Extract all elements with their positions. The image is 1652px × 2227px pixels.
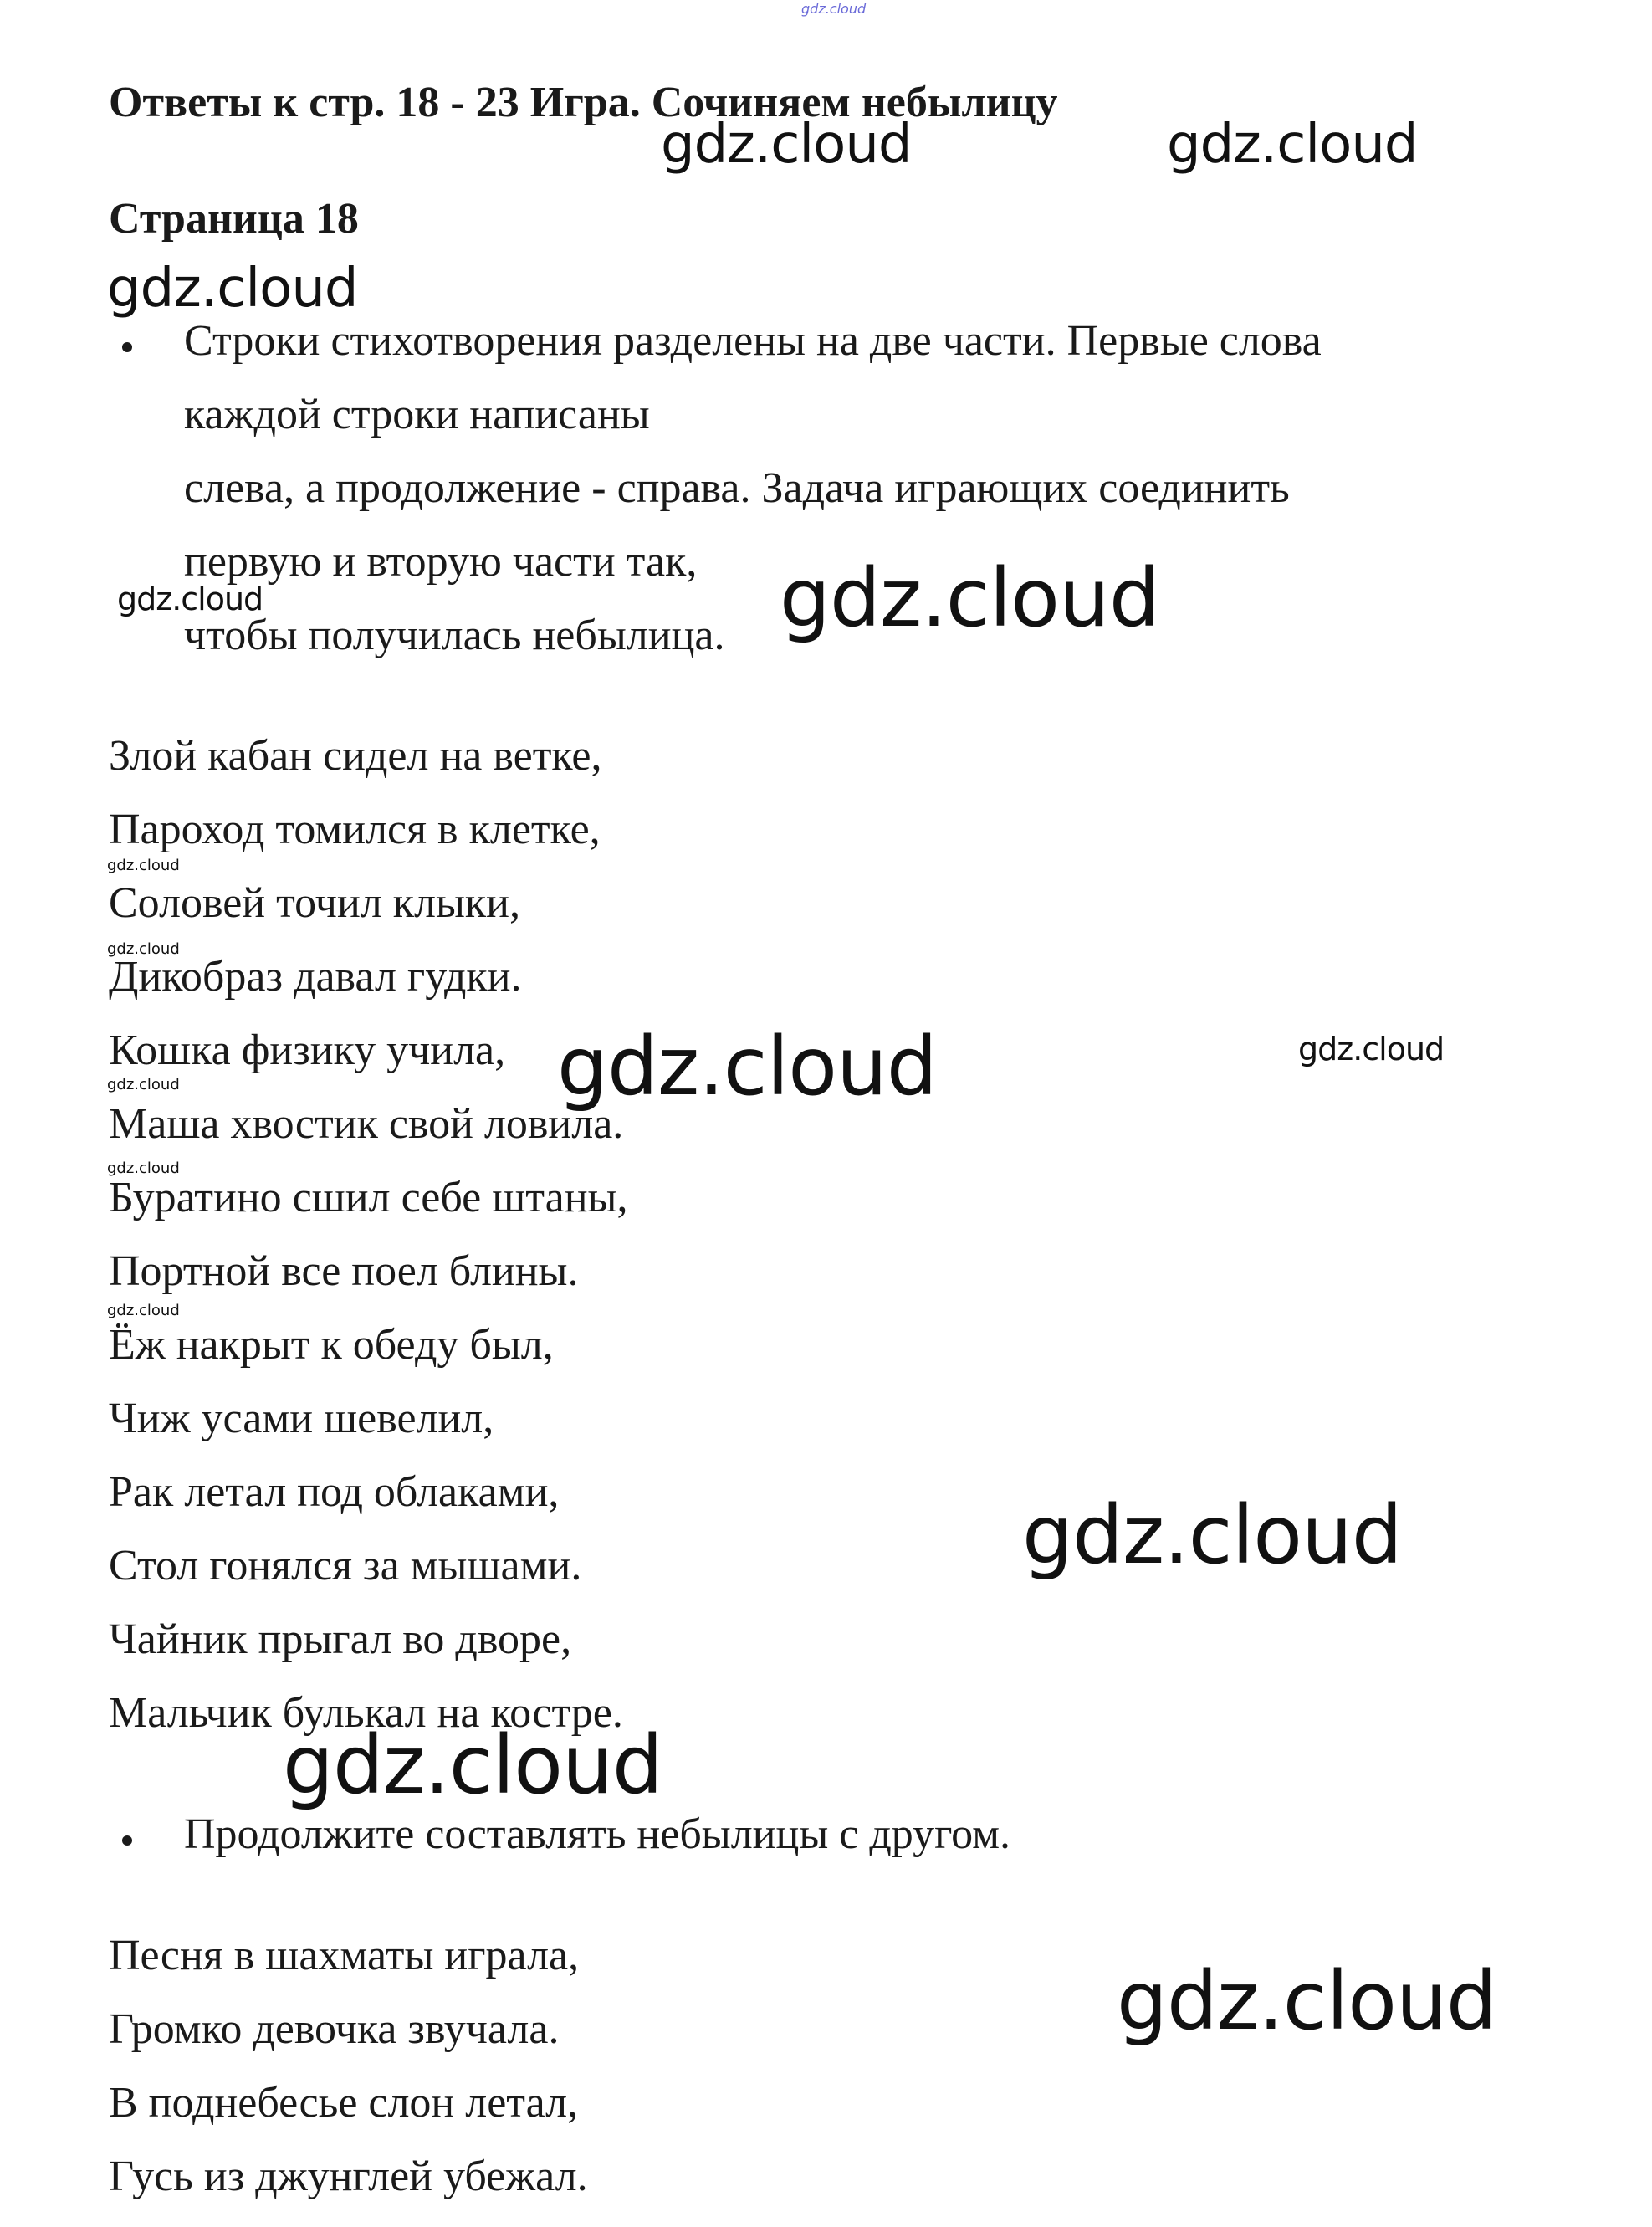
watermark: gdz.cloud <box>107 857 180 874</box>
page-title: Ответы к стр. 18 - 23 Игра. Сочиняем небылицу <box>109 79 1058 126</box>
bullet-line: чтобы получилась небылица. <box>184 612 725 659</box>
bullet-line: каждой строки написаны <box>184 391 650 438</box>
poem-line: Злой кабан сидел на ветке, <box>109 732 602 780</box>
watermark: gdz.cloud <box>780 551 1159 645</box>
watermark: gdz.cloud <box>1167 114 1418 176</box>
watermark: gdz.cloud <box>1022 1488 1402 1582</box>
watermark: gdz.cloud <box>107 1160 180 1177</box>
watermark: gdz.cloud <box>1298 1031 1445 1067</box>
bullet-line: слева, а продолжение - справа. Задача играющих соединить <box>184 464 1290 512</box>
poem-line: Рак летал под облаками, <box>109 1468 560 1516</box>
poem-line: Песня в шахматы играла, <box>109 1932 580 1979</box>
poem-line: Маша хвостик свой ловила. <box>109 1100 624 1148</box>
poem-line: Стол гонялся за мышами. <box>109 1542 582 1590</box>
poem-line: Громко девочка звучала. <box>109 2005 560 2053</box>
bullet-line: первую и вторую части так, <box>184 538 698 586</box>
page-section-label: Страница 18 <box>109 195 359 243</box>
watermark-top: gdz.cloud <box>801 1 867 17</box>
poem-line: Дикобраз давал гудки. <box>109 953 522 1001</box>
watermark: gdz.cloud <box>107 1302 180 1319</box>
watermark: gdz.cloud <box>117 581 263 617</box>
watermark: gdz.cloud <box>107 1076 180 1093</box>
bullet-dot <box>122 1835 132 1846</box>
poem-line: Чайник прыгал во дворе, <box>109 1615 572 1663</box>
bullet-dot <box>122 342 132 352</box>
poem-line: Мальчик булькал на костре. <box>109 1689 623 1737</box>
watermark: gdz.cloud <box>661 114 912 176</box>
poem-line: Гусь из джунглей убежал. <box>109 2153 588 2200</box>
poem-line: В поднебесье слон летал, <box>109 2079 579 2127</box>
watermark: gdz.cloud <box>107 940 180 958</box>
watermark: gdz.cloud <box>1117 1954 1496 2048</box>
bullet-line: Продолжите составлять небылицы с другом. <box>184 1810 1011 1858</box>
watermark: gdz.cloud <box>557 1020 937 1114</box>
watermark: gdz.cloud <box>107 258 358 320</box>
poem-line: Буратино сшил себе штаны, <box>109 1174 628 1221</box>
poem-line: Ёж накрыт к обеду был, <box>109 1321 554 1369</box>
poem-line: Портной все поел блины. <box>109 1247 579 1295</box>
poem-line: Кошка физику учила, <box>109 1026 506 1074</box>
poem-line: Пароход томился в клетке, <box>109 806 601 853</box>
bullet-line: Строки стихотворения разделены на две части. Первые слова <box>184 317 1322 365</box>
poem-line: Соловей точил клыки, <box>109 879 520 927</box>
watermark: gdz.cloud <box>283 1718 662 1812</box>
poem-line: Чиж усами шевелил, <box>109 1395 494 1442</box>
